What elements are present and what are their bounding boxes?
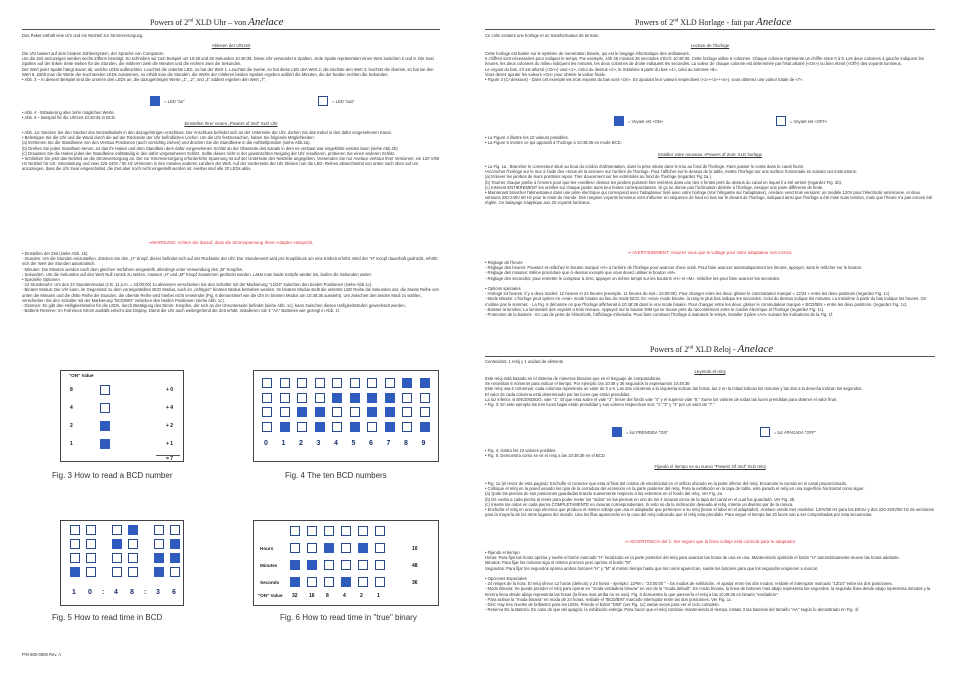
fig5-led [86, 539, 96, 549]
fr-figure-notes: • La Figure 4 illustre les 10 valeurs possibles. • La Figure 5 montre ce qui apparaît à l'horloge à 10:48:36 en mode BCD. [485, 135, 622, 146]
fig4-digit-label: 2 [299, 440, 304, 447]
fig4-led [280, 378, 290, 388]
fig3-led [100, 439, 110, 449]
es-legend-led-on-label: = luz PRENDIDA "ON" [626, 430, 668, 435]
es-body-settings: • Fijando el tiempo Horas: Para fijar las horas oprima y suelte el botón marcado "H" localizado en la parte posterior del reloj para avanzar las horas de una en una. Manteniendo oprimido el botón "H" automáticamente mueve las horas adelante. Minutos: Para fijar los minutos siga el mismo proceso pero oprima el botón "M". Segundos: Para fijar los segundos oprima ambos botones "H" y "M" al mismo tiempo hasta que los ceros aparezcan, suelte los botones para que los segundos empiecen a marcar. • Opciones Especiales - 24 relojes de la hora: El reloj ofrece 12 horas (defecto) y 24 horas - ejemplo: 11PM = "23:00:00 " - los modos de exhibición. Al ajustar entre los dos modos: resbale el interruptor marcado "12/24" entre las dos posiciones. - Modo Binaria: Se puede prender el reloj para operar en "moda verdadera binaria" en vez de la "moda default". En modo binaria, la línea de botones mas abajo representa los segundos, la segunda linea desde abajo representa minutos y la tercera linea desde abajo representa las horas (la línea mas arriba no se usa). Fig. 6 demuestra lo que parecería el reloj a las 10:48:36 en binario "verdadero". - Para activar la "moda binaria" en moda de 24 horas, resbale el "BCD/BIN" marcado interruptor entre las dos posiciones. Ver Fig. 1c. - Dim: Hay tres niveles de brillantez para los LEDs. Prende el botón "DIM" (ver Fig. 1c) varias veces para ver el ciclo completo. - Reserva De la Batería: En caso de que del apagón, la exhibición extinga. Para hacer que el reloj continúe manteniendo el tiempo, instale 3 las baterías del tamaño "AA" según lo demostrado en Fig. 1f. [485, 550, 931, 613]
fig6-led-unused [341, 526, 351, 536]
fig5-led [128, 539, 138, 549]
fig3-led [100, 385, 110, 395]
fig5-led [70, 539, 80, 549]
fig5-time-label: : [102, 589, 106, 596]
de-warning: ⇒WARNUNG: Achten Sie darauf, dass die Stromspannung Ihrem Adapter entspricht. [148, 240, 314, 245]
de-body-setup: • Abb. 1a: Stecken Sie den Stecker des Netzteilkabels in den dazugehörigen Anschluss. Der Anschluss befindet sich an der Unterseite der Uhr. Ziehen Sie das Kabel in den dafür vorgesehenen Kanal. • Befestigen Sie die Uhr und die Wand durch die auf der Rückseite der Uhr befindlichen Löcher. Um die Uhr festzumachen, haben Sie folgende Möglichkeiten: (a) Entfernen Sie die Standbeine von den Verstau-Positionen (auch vorsichtig ziehen) und drücken Sie die Standbeine in die Aufstellposition (siehe Abb.2a). (b) Drehen Sie jedes Standbein herum, so das ihr Haken und dem Standbein dem dafür vorgesehenen Schlitz an der Oberseite des Kanals in dem es verstaut war eingeklinkt werden kann (siehe Abb.2b) (c) Draussen Sie die Haken jedes der Standbeine vollständig in den dafür vorgesehenen Schlitz. Sollte dieses nicht in der gewünschten Neigung der Uhr resultieren, probieren Sie einen anderen Schlitz. • Schließen Sie jetzt das Netzteil an die Stromversorgung an. Die zur Stromversorgung erforderliche Spannung ist auf der Unterseite des Netzteils angegeben. Verwenden Sie nur Anelace vertraut Ihrer Versionen: ein 120 V/60 Hz Netzteil für US- Stromleitung und zwei 220-240V / 50 Hz Versionen in den meisten anderen Ländern der Welt. Auf der Vorderseite der Uhr blinken nun die LED- Reihen abwechselnd von unten nach oben auf um anzuzeigen, dass die Uhr zwar eingeschaltet, die Zeit aber noch nicht eingestellt worden ist. Hierbei sind alle 20 LEDs aktiv. [22, 130, 440, 172]
es-section-reading: Leyendo el reloj [694, 369, 726, 374]
es-body-reading: Este reloj está basado en el sistema de números binarios que es el lenguaje de computadoras. Se necesitan 6 números para indicar el tiempo. Por ejemplo: las 10:48 y 36 segundos lo expresamos 10:48:36 Este reloj usa 6 columnas: cada columna representa un valor de 0 a 9. Las dos columnas a la izquierda indican las horas, las 2 en la mitad indican los minutos y las dos a la derecha indican los segundos. El valor de cada columna está determinado por las luces que están prendidas. La luz inferior, si ENCENDIDO, vale "1". El que esta sobre el vale "2", tercer del fondo vale "4" y el superior vale "8." Sume los valores de todas las luces prendidas para obtener el valor final. • Fig. 3: En este ejemplo las tres luces bajas están prendidas y sus valores respectivos son: "1","2" y "4" por un valor de "7." [485, 376, 863, 408]
fig4-led [350, 407, 360, 417]
fr-legend-led-off-icon [776, 116, 786, 126]
fig4-led [297, 393, 307, 403]
fr-legend-led-on-label: = Voyant est «ON» [628, 119, 664, 124]
fig5-time-label: : [144, 589, 148, 596]
fig5-led [154, 539, 164, 549]
fig4-led [315, 378, 325, 388]
fig6-led [358, 577, 368, 587]
fig5-led [128, 553, 138, 563]
de-figure-notes: • Abb. 4 - Erläuterung aller zehn möglichen Werte. • Abb. 5 – Beispiel für die Uhrzeit 10:48:36 in BCD. [22, 110, 117, 121]
fig4-led [315, 407, 325, 417]
fig4-digit-label: 5 [351, 440, 357, 447]
es-brand-logo: Anelace [737, 343, 774, 355]
fig4-digit-label: 6 [369, 440, 374, 447]
fig4-digit-label: 7 [386, 440, 392, 447]
es-warning: ⇒ ADVERTENCIA del 1: Ser seguro que la línea voltaje está correcta para tu adaptador [624, 539, 796, 544]
fig3-addend: + 4 [166, 405, 174, 411]
fig6-led [324, 543, 334, 553]
fig4-led [350, 378, 360, 388]
fig6-row-label: Seconds [260, 580, 280, 585]
fr-legend-led-on-icon [614, 116, 624, 126]
fig3-bit-value: 8 [70, 387, 73, 393]
fig4-led [262, 407, 272, 417]
fig5-led [70, 553, 80, 563]
fig5-led [170, 567, 180, 577]
fig5-time-label: 0 [88, 589, 93, 596]
fig6-row-result: 36 [412, 580, 418, 586]
fig6-led [290, 543, 300, 553]
de-intro: Das Paket enthält eine Uhr und ein Netzteil zur Stromversorgung. [22, 33, 144, 38]
fig4-led [262, 393, 272, 403]
fr-body-setup: • La Fig. 1a : Brancher le connecteur situé au bout du cordon d'alimentation, dans la prise située dans le trou au fond de l'horloge. Faire passer le corde dans le canal fourni. •Accrocher l'horloge sur le mur à l'aide des «trous de la serrure» sur l'arrière de l'horloge. Pour l'afficher sur le dessus de la table, mettre l'horloge sur une surface horizontale en suivant ces instructions: (a) Enlever les jambes de leurs positions repos. Tirer doucement sur les extrémités au fond de l'horloge (regardez Fig 2a.). (b) Tourner chaque jambe à l'envers pour que les «oreilles» dessus les jambes puissent être insérées dans une des 4 fentes près du dessus du canal en lequel il a été arrimé (regardez Fig. 2b). (c) Insérent ENTIÈREMENT les oreilles sur chaque jambe dans leur fentes correspondantes. Si ça ne donne pas l'inclinaison désirée à l'horloge, essayer une paire différente de fente. • Maintenant brancher l'alimentateur dans une prise électrique qui correspond avec l'adaptateur livré avec votre horloge (Voir l'étiquette sur l'adaptateur). Anelace vend trois versions: un modèle 120V pour l'électricité américaine, et deux versions 220-240V 50 Hz pour le reste du monde. Des rangées voyants lumineux vont s'allumer en séquence de haut en bas sur le devant de l'horloge, indiquant ainsi que l'horloge a été mise sous tension, mais que l'heure n'a pas encore été réglée. Ce balayage s'applique aux 20 voyants lumineux. [485, 164, 933, 206]
fig5-led [112, 553, 122, 563]
fig3-addend: + 0 [166, 387, 174, 393]
fig6-led-unused [375, 526, 385, 536]
fig4-led [385, 422, 395, 432]
fr-body-settings: • Réglage de l'heure - Réglage des heures: Poussez et relâchez le bouton marqué «H» à l'arrière de l'horloge pour avancer d'une unité. Pour faire avancer automatiquement les heures, appuyer, sans le relâcher sur le bouton. - Réglage des minutes: Même procédure que ci-dessus excepté que vous devez utiliser le bouton «M». - Réglage des secondes: pour remettre le compteur à zéro; appuyer en même temps sur les boutons «H» et «M». relâcher les pour faire avancer les secondes. • Options spéciales - Horloge 24 heures: Il y a deux modes: 12 heures et 24 heures (exemple: 11 heures du soir= 23:00:00). Pour changer entre les deux: glisser le commutateur marqué « 12/24 » entre les deux positions (regardez Fig. 1c) - Mode Binaire: L'horloge peut opérer en «vrai» mode binaire au lieu du mode BCD. En «vrai» mode binaire, la rang le plus bas indique les secondes. Celui du dessus indique les minutes. La troisième à partir du bas indique les heures. On n'utilise pas le sommet. - La Fig. 6 démontre ce que l'horloge afficherait à 10:48:36 dans le vrai mode binaire. Pour changer entre les deux: glisser le commutateur marqué « BCD/BIN » entre les deux positions. (regardez Fig. 1c). - Baisser la lumière: La luminosité des voyants a trois niveaux. Appuyez sur le bouton DIM qui se trouve près du raccordement entre le cordon électrique et l'horloge (regardez Fig. 1c). - Protection de la batterie : En cas de perte de l'électricité, l'affichage s'éteindra. Pour faire continuer l'horloge à maintenir le temps, installer 3 piles «AA» suivant les indications de la Fig. 1f. [485, 260, 927, 318]
fig4-led [280, 393, 290, 403]
fig3-led [100, 421, 110, 431]
fig5-led [112, 525, 122, 535]
de-legend-led-off-label: = LED "aus" [332, 99, 355, 104]
de-legend-led-on-icon [150, 96, 160, 106]
fig6-led [290, 577, 300, 587]
fr-brand-logo: Anelace [755, 16, 792, 28]
fig5-time-label: 3 [156, 589, 161, 596]
fig5-led [170, 553, 180, 563]
fig4-led [315, 393, 325, 403]
fig4-led [367, 393, 377, 403]
fig5-led [128, 525, 138, 535]
fig5-time-label: 8 [130, 589, 135, 596]
fig4-led [297, 407, 307, 417]
fig4-led [262, 422, 272, 432]
fig6-bit-value: 1 [377, 593, 380, 599]
fig5-time-label: 1 [72, 589, 77, 596]
fig6-led [375, 543, 385, 553]
fig4-led [402, 422, 412, 432]
fig3-caption: Fig. 3 How to read a BCD number [52, 471, 173, 480]
fig4-led [332, 422, 342, 432]
fig4-led [420, 422, 430, 432]
fig5-led [86, 567, 96, 577]
fig5-led [112, 567, 122, 577]
fig3-bit-value: 1 [70, 441, 73, 447]
de-body-reading: Die Uhr basiert auf dem binären Zahlensystem, der Sprache von Computern. Um die Zeit anzuzeigen werden sechs Zifferm benötigt. So schreiben wir zum Beispiel um 10:48 und 36 Sekunden 10:48:36. Diese Uhr verwendet 6 Spalten. Jede Spalte repräsentiert einen Wert zwischen 0 und 9. Die zwei Spalten auf der linken Seite stehen für die Stunden, die mittleren zwei die Minuten und die rechten zwei die Sekunden. Der Wert jeder Spalte hängt davon ab, welche LEDs aufleuchten. Leuchtet die unterste LED, so hat der Wert 1. Leuchtet die zweite, so hat diese LED den Wert 2, die nächste den Wert 4, leuchtet die oberste, so hat sie den Wert 8. Zählt man die Werte der leuchtenden LEDs zusammen, so erhält man die Stunden, die Werte der mittleren beiden Spalten ergeben addiert die Minuten, die der beiden rechten die Sekunden. • Abb. 3 – In diesem Beispiel sind die unteren drei LEDs an, die dazugehörigen Werte „1", „2", und „4" addiert ergeben den Wert „7". [22, 51, 434, 83]
es-title: Powers of 2nd XLD Reloj - Anelace [650, 343, 774, 355]
fig4-led [420, 407, 430, 417]
fig5-led [112, 539, 122, 549]
fr-section-reading: Lecture de l'horloge [690, 43, 730, 48]
fig4-led [350, 422, 360, 432]
fig4-led [332, 393, 342, 403]
fig5-led [70, 525, 80, 535]
de-section-setup: Einstellen Ihrer neuen „Powers of 2nd" XLD Uhr [184, 121, 278, 126]
fig4-digit-label: 3 [316, 440, 322, 447]
de-legend-led-on-label: = LED "an" [164, 99, 185, 104]
fig6-row-label: Hours [260, 546, 274, 551]
fig4-led [402, 393, 412, 403]
es-legend-led-off-icon [760, 427, 770, 437]
fig6-bit-value: 2 [360, 593, 363, 599]
fig6-row-result: 10 [412, 546, 418, 552]
fig3-addend: + 1 [166, 441, 174, 447]
fig4-led [367, 422, 377, 432]
fr-body-reading: Cette horloge est basée sur le système de numération binaire, qui est le langage informatique des ordinateurs. 6 chiffres sont nécessaires pour indiquer le temps. Par exemple, 10h 48 minutes 36 secondes s'écrit: 10:48:36. Cette horloge utilise 6 colonnes. Chaque colonne représente un chiffre entre 0 à 9. Les deux colonnes à gauche indiquent les heures, les deux colonnes du milieu indiquent les minutes, les deux colonnes de droite indiquent les secondes. La valeur de chaque colonne est déterminée par l'état allumé («On») ou bien éteint («Off») des voyants lumineux. Le voyant du bas, s'il est allumé («On») vaut «1». Celui du dessus «2», le troisième à partir du bas «4», celui au sommet «8». Vous devez ajouter les valeurs «On» pour obtenir la valeur finale. • Figure 3 (Ci-dessous) - Dans cet exemple les trois voyants du bas sont «On». En ajoutant leur valeurs respectives («1»+«2»+«4»), vous obtenez une valeur totale de «7». [485, 51, 924, 83]
fig6-caption: Fig. 6 How to read time in "true" binary [280, 613, 417, 622]
fig6-led [341, 577, 351, 587]
fig4-led [420, 393, 430, 403]
fig4-led [402, 378, 412, 388]
fig6-led [341, 543, 351, 553]
fig6-led [375, 560, 385, 570]
es-title-rule [485, 356, 935, 357]
de-legend-led-off-icon [318, 96, 328, 106]
fig6-led-unused [324, 526, 334, 536]
fig6-row-label: Minutes [260, 563, 278, 568]
fig6-bit-value: 32 [292, 593, 298, 599]
fig4-led [350, 393, 360, 403]
fig4-led [420, 378, 430, 388]
fig5-led [154, 567, 164, 577]
fig6-led-unused [307, 526, 317, 536]
fig5-time-label: 6 [172, 589, 177, 596]
fr-intro: Ce colis contient une horloge et un transformateur de tension. [485, 33, 600, 38]
fig5-caption: Fig. 5 How to read time in BCD [52, 613, 163, 622]
fig5-led [154, 525, 164, 535]
fig5-led [70, 567, 80, 577]
fr-title: Powers of 2nd XLD Horlage - fait par Anelace [635, 16, 792, 28]
fig3-led [100, 403, 110, 413]
fig6-led-unused [290, 526, 300, 536]
es-body-setup: • Fig. 1a (el revez de esta pagina): Enchufle el conector que esta al final del cordon de electricidad en el orificio ubicado en la parte inferior del reloj. Encamine la cuerda en el canal proporcionado. • Colloque el reloj en la pared usando los ojos de la cerradura del accesorio en la parte posterior del reloj. Para la exhibición en la tapa de tabla, este parado el reloj en una superficie horizontal como sigue: (a) Quite las piernas de sus posiciones guardadas tirando suavemente respecto a los extremos en el fondo del reloj. Ver Fig. 2a. (b) Dé vuelta a cada pierna al revés para poder meter los "oídos" en las piernas en uno de los 4 ranuras cerca de la tapa del canal en el cual fue guardado. Ver Fig. 2b. (c) Inserte los oidos en cada pierna COMPLETAMENTE en ranuras correspondientes. Si esto no da la inclinación deseada al reloj, intente un diverso par de la ranura. • Enchufar el reloj en una caja electrica que produce el mismo voltaje que usa el adaptador que pertenece a su reloj (leave el label en el adaptador). Anelace vende tres modelos: 120V/60 Hz para los EEUU y dos 220-240V/50 Hz de versiones para la mayoría de los otros lugares del mundo. Una los filas aparecerán en la cara del reloj indicando que el reloj esta prendido. Para seguir el tiempo las 20 luces van a ser comprobadas por esta secuencias. [485, 481, 934, 518]
de-brand-logo: Anelace [248, 16, 284, 28]
fig6-led-unused [358, 526, 368, 536]
es-figure-notes: • Fig. 4: Ilustra los 10 valores posibles. • Fig. 5: Demuestra como se vé el reloj a las 10:48:36 en el BCD. [485, 448, 606, 459]
de-title: Powers of 2nd XLD Uhr – von Anelace [150, 16, 284, 28]
fig4-led [332, 378, 342, 388]
part-number: P/N 800-0006 Rev. A [22, 652, 62, 657]
fig4-digit-label: 4 [334, 440, 339, 447]
fig4-led [262, 378, 272, 388]
fig6-led [341, 560, 351, 570]
fig5-led [86, 525, 96, 535]
es-section-setup: Fijando el tiempo en su nuevo "Powers Of 2nd" XLD reloj [654, 464, 766, 469]
fig6-led [358, 543, 368, 553]
fig6-bit-value: 16 [309, 593, 315, 599]
fig3-header: "ON" Value [69, 373, 94, 378]
fig6-bit-value: 8 [326, 593, 329, 599]
fr-section-setup: Installer votre nouveau «Powers of 2nd» XLD horlage [657, 152, 763, 157]
fig6-led [375, 577, 385, 587]
fig5-led [170, 539, 180, 549]
fig4-led [367, 407, 377, 417]
fig4-led [297, 378, 307, 388]
fig4-led [385, 378, 395, 388]
fig3-bit-value: 2 [70, 423, 73, 429]
fig4-digit-label: 1 [281, 440, 287, 447]
fig4-led [385, 393, 395, 403]
fig3-bit-value: 4 [70, 405, 73, 411]
fig3-panel [60, 370, 184, 462]
de-title-rule [22, 29, 440, 30]
fig6-led [307, 560, 317, 570]
fig6-led [307, 543, 317, 553]
fig6-led [358, 560, 368, 570]
fig4-led [385, 407, 395, 417]
fig6-led [324, 577, 334, 587]
fig4-led [280, 422, 290, 432]
fig6-led [307, 577, 317, 587]
fig6-bit-value: 4 [343, 593, 346, 599]
fig4-led [367, 378, 377, 388]
fig4-led [402, 407, 412, 417]
de-body-settings: • Einstellen der Zeit (siehe Abb. 1b). - Stunden: Um die Stunden einzustellen, drücken Sie den „H" Knopf, dieser befindet sich auf der Rückseite der Uhr. Der Stundenwert wird pro Knopfdruck um eine Einheit erhöht. Wird der "H" Knopf dauerhaft gedrückt, erhöht sich der Wert der Stunden automatisch. - Minuten: Die Minuten werden nach dem gleichen Verfahren eingestellt, allerdings unter Verwendung des „M" Knopfes. - Sekunden: Um die Sekunden auf den Wert Null zurück zu setzen, müssen „H" und „M" Knopf zusammen gedrückt werden. Lässt man beide Knöpfe wieder los, laufen die Sekunden weiter. • Spezielle Optionen - 24 Stundenuhr: Um den 24 Stundenmodus (z.B. 11 p.m. = 23:00:00) zu aktivieren verschieben Sie den Schalter mit der Markierung "12/24" zwischen den beiden Positionen (siehe Abb.1c). - Binärer Modus: Die Uhr kann, im Gegensatz zu dem vorangestellten BCD Modus, auch im „richtigen" binären Modus betrieben werden. Im binären Modus stellt die unterste LED Reihe die Sekunden dar, die zweite Reihe von unten die Minuten und die dritte Reihe die Stunden, die oberste Reihe wird hierbei nicht verwendet (Fig. 6 demonstriert wie die Uhr im binären Modus um 10:48:36 aussieht). Um zwischen den beiden Modi zu wählen, verschieben Sie den Schalter mit der Markierung "BCD/BIN" zwischen den beiden Positionen (siehe Abb. 1c). - Dimmen: Es gibt drei Helligkeitsstufen für die LEDs, durch Betätigung des Dimm- Knopfes, der sich an der Uhrunterseite befindet (siehe Abb. 1c), kann zwischen diesen Helligkeitsstufen gewechselt werden. - Batterie Reserve: Im Fall eines Strom ausfalls erlischt das Display. Damit die Uhr auch weitergehend die Zeit erhält, installieren Sie 3 "AA" Batterien wie gezeigt in Abb. 1f. [22, 251, 439, 314]
fig6-row-result: 48 [412, 563, 418, 569]
fig5-led [86, 553, 96, 563]
fig4-digit-label: 8 [404, 440, 409, 447]
fig3-total: = 7 [166, 456, 174, 462]
fig4-led [297, 422, 307, 432]
fig5-time-label: 4 [114, 589, 119, 596]
es-legend-led-on-icon [612, 427, 622, 437]
fr-warning: ⇒ AVERTISSEMENT: Assurez vous que le voltage pour votre adaptateur soit correct. [627, 250, 793, 255]
fig4-digit-label: 9 [421, 440, 427, 447]
fig4-led [315, 422, 325, 432]
fig5-led [170, 525, 180, 535]
fig5-led [154, 553, 164, 563]
fig6-led [290, 560, 300, 570]
es-intro: Contenidos: 1 reloj y 1 unidad de alimento [485, 359, 564, 364]
fr-title-rule [485, 29, 935, 30]
fig5-led [128, 567, 138, 577]
fr-legend-led-off-label: = Voyant est «OFF» [790, 119, 828, 124]
fig6-led [324, 560, 334, 570]
fig3-addend: + 2 [166, 423, 174, 429]
de-section-reading: Ablesen der Uhrzeit [211, 43, 251, 48]
fig6-value-row-label: "ON" Value [258, 593, 283, 598]
es-legend-led-off-label: = luz APAGADA "OFF" [774, 430, 817, 435]
fig4-digit-label: 0 [264, 440, 269, 447]
fig4-caption: Fig. 4 The ten BCD numbers [285, 471, 387, 480]
fig4-led [332, 407, 342, 417]
fig4-led [280, 407, 290, 417]
